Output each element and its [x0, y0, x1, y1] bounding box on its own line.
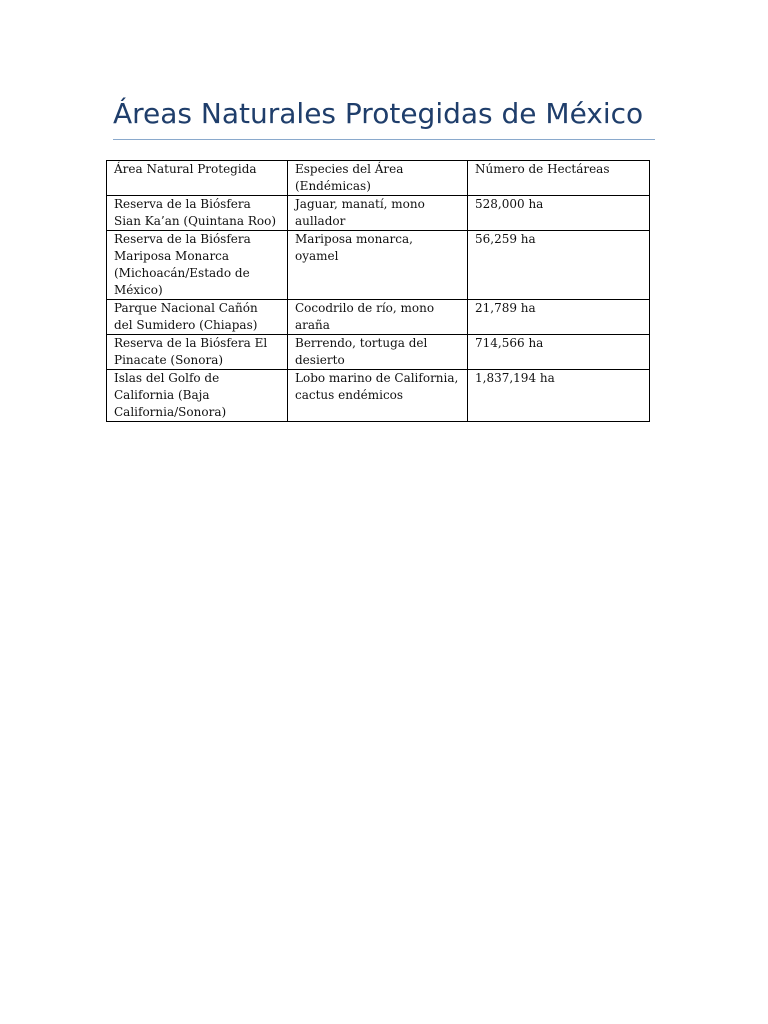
cell-hectares: 714,566 ha	[468, 335, 650, 370]
cell-area: Parque Nacional Cañón del Sumidero (Chiapas)	[107, 300, 288, 335]
cell-species: Berrendo, tortuga del desierto	[288, 335, 468, 370]
cell-area: Reserva de la Biósfera Mariposa Monarca (Michoacán/Estado de México)	[107, 231, 288, 300]
table-header-row	[107, 161, 650, 196]
protected-areas-table	[106, 160, 650, 422]
table-row	[107, 231, 650, 300]
table-row	[107, 196, 650, 231]
cell-species: Jaguar, manatí, mono aullador	[288, 196, 468, 231]
header-cell-hectares: Número de Hectáreas	[468, 161, 650, 196]
cell-hectares: 56,259 ha	[468, 231, 650, 300]
table-row	[107, 335, 650, 370]
cell-area: Reserva de la Biósfera El Pinacate (Sonora)	[107, 335, 288, 370]
cell-species: Mariposa monarca, oyamel	[288, 231, 468, 300]
cell-hectares: 21,789 ha	[468, 300, 650, 335]
document-title: Áreas Naturales Protegidas de México	[113, 97, 644, 130]
table-row	[107, 300, 650, 335]
cell-species: Lobo marino de California, cactus endémicos	[288, 370, 468, 422]
cell-hectares: 528,000 ha	[468, 196, 650, 231]
cell-species: Cocodrilo de río, mono araña	[288, 300, 468, 335]
cell-area: Reserva de la Biósfera Sian Ka’an (Quintana Roo)	[107, 196, 288, 231]
cell-hectares: 1,837,194 ha	[468, 370, 650, 422]
table-row	[107, 370, 650, 422]
cell-area: Islas del Golfo de California (Baja California/Sonora)	[107, 370, 288, 422]
header-cell-species: Especies del Área (Endémicas)	[288, 161, 468, 196]
header-cell-area: Área Natural Protegida	[107, 161, 288, 196]
title-underline	[113, 139, 655, 140]
